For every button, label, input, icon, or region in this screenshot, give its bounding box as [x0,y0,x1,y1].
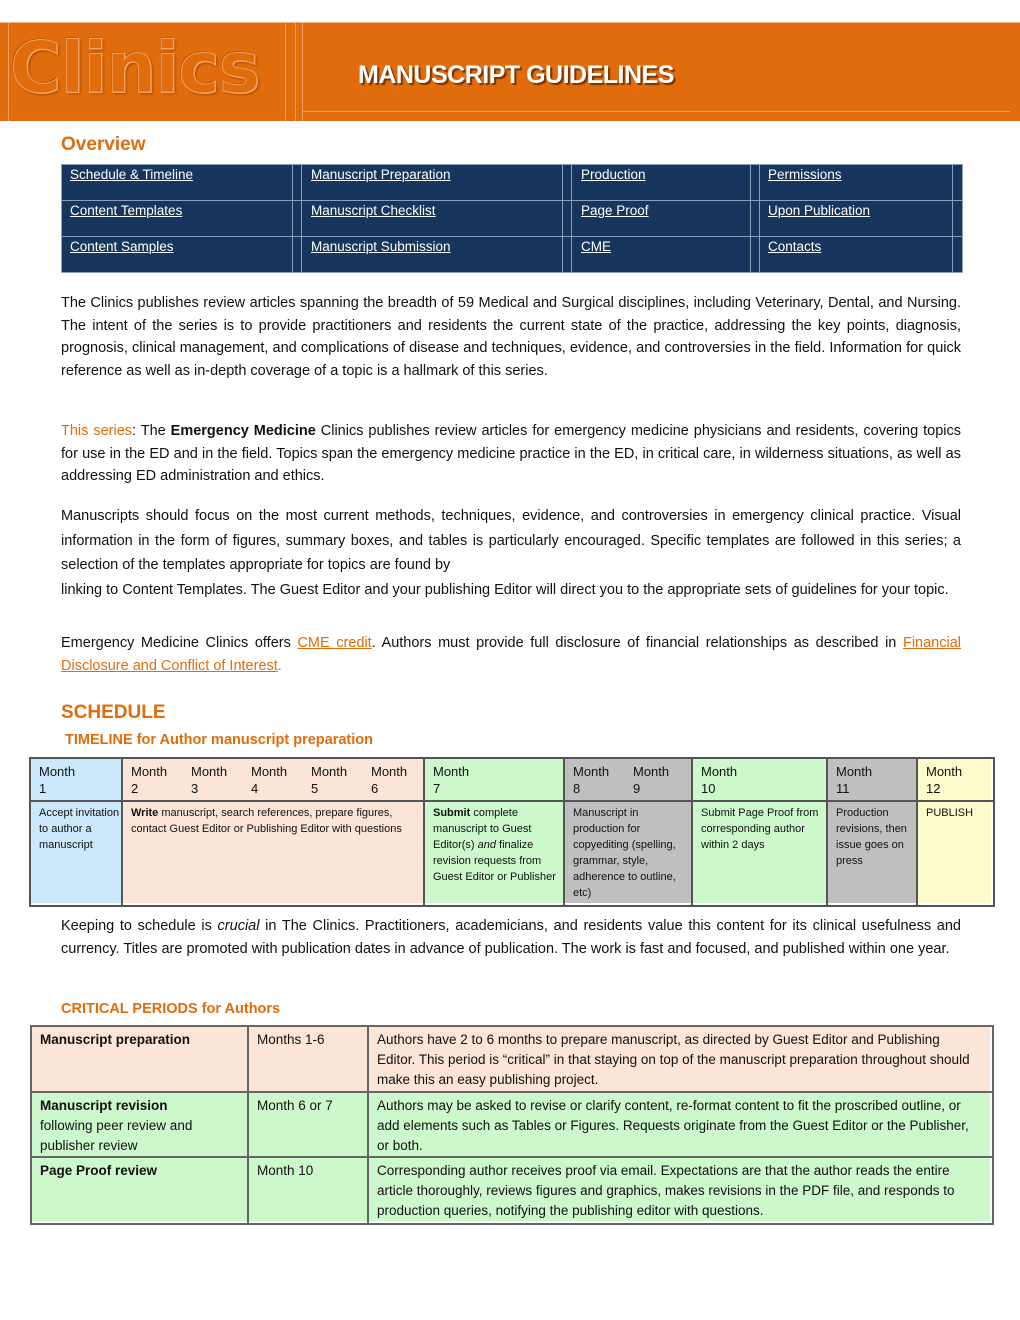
focus-paragraph-cont: linking to Content Templates. The Guest Editor and your publishing Editor will direct you to the appropriate sets of guidelines for your topic. [61,582,949,598]
cme-text: . Authors must provide full disclosure of financial relationships as described in [371,635,903,651]
header-divider [295,23,296,121]
intro-paragraph: The Clinics publishes review articles spanning the breadth of 59 Medical and Surgical disciplines, including Veterinary, Dental, and Nursing. The intent of the series is to provide practitioners and residents the current state of the practice, addressing the key points, diagnosis, prognosis, clinical management, and complications of disease and techniques, evidence, and controversies in the field. Information for quick reference as well as in-depth coverage of a topic is a hallmark of this series. [61,295,961,379]
header-divider [303,111,1010,112]
timeline-month-12: Month 12 [918,759,991,800]
timeline-month-5: Month 5 [303,759,363,800]
nav-link-manuscript-preparation[interactable]: Manuscript Preparation [311,167,451,182]
series-name: Emergency Medicine [170,423,316,439]
header-divider [8,23,9,121]
table-border [31,800,993,802]
timeline-task-page-proof: Submit Page Proof from corresponding author within 2 days [693,802,826,903]
nav-link-schedule-timeline[interactable]: Schedule & Timeline [70,167,194,182]
nav-link-contacts[interactable]: Contacts [768,239,822,254]
nav-link-cme[interactable]: CME [581,239,611,254]
critical-row-description: Corresponding author receives proof via email. Expectations are that the author reads the entire article thoroughly, reviews figures and graphics, makes revisions in the PDF file, and responds to production queries, notifying the publishing editor with questions. [369,1158,990,1221]
critical-row-period: Months 1-6 [249,1027,367,1091]
table-border [247,1027,249,1223]
series-label: This series [61,423,133,439]
timeline-month-8: Month 8 [565,759,625,800]
timeline-month-7: Month 7 [425,759,563,800]
critical-row-description: Authors have 2 to 6 months to prepare manuscript, as directed by Guest Editor and Publishing Editor. This period is “critical” in that staying on top of the manuscript preparation throughout should make this an easy publishing project. [369,1027,990,1091]
cme-text: Emergency Medicine Clinics offers [61,635,298,651]
critical-row-period: Month 10 [249,1158,367,1221]
table-border [563,759,565,905]
table-border [916,759,918,905]
timeline-month-9: Month 9 [625,759,691,800]
timeline-heading: TIMELINE for Author manuscript preparation [65,732,374,748]
critical-row-title: Manuscript preparation [32,1027,247,1091]
timeline-month-1: Month 1 [31,759,121,800]
nav-link-page-proof[interactable]: Page Proof [581,203,649,218]
timeline-month-2: Month 2 [123,759,183,800]
critical-periods-table [30,1025,994,1225]
schedule-heading: SCHEDULE [61,702,166,723]
timeline-task-accept: Accept invitation to author a manuscript [31,802,121,903]
cme-text: . [277,657,282,674]
timeline-task-production: Manuscript in production for copyediting (spelling, grammar, style, adherence to outline, etc) [565,802,691,903]
nav-link-manuscript-submission[interactable]: Manuscript Submission [311,239,451,254]
focus-text: Manuscripts should focus on the most current methods, techniques, evidence, and controversies in emergency clinical practice. Visual information in the form of figures, summary boxes, and tables is particularly encouraged. Specific templates are followed in this series; a selection of the templates appropriate for topics are found by [61,508,961,573]
critical-row-title: Manuscript revision following peer review and publisher review [32,1093,247,1156]
timeline-month-4: Month 4 [243,759,303,800]
timeline-month-3: Month 3 [183,759,243,800]
critical-row-title: Page Proof review [32,1158,247,1221]
timeline-month-6: Month 6 [363,759,423,800]
schedule-paragraph: Keeping to schedule is crucial in The Clinics. Practitioners, academicians, and residents value this content for its clinical usefulness and currency. Titles are promoted with publication dates in advance of publication. The work is fast and focused, and published within one year. [61,918,961,957]
nav-link-upon-publication[interactable]: Upon Publication [768,203,871,218]
financial-disclosure-link[interactable]: Financial Disclosure and Conflict of Interest [61,635,961,674]
header-divider [302,23,303,121]
focus-paragraph [61,504,961,578]
timeline-task-write: Write manuscript, search references, prepare figures, contact Guest Editor or Publishing Editor with questions [123,802,423,903]
timeline-month-10: Month 10 [693,759,826,800]
nav-link-production[interactable]: Production [581,167,646,182]
timeline-task-revisions: Production revisions, then issue goes on press [828,802,916,903]
critical-row-period: Month 6 or 7 [249,1093,367,1156]
critical-row-description: Authors may be asked to revise or clarify content, re-format content to fit the proscribed outline, or add elements such as Tables or Figures. Requests originate from the Guest Editor or the Publisher, or both. [369,1093,990,1156]
page-title: MANUSCRIPT GUIDELINES [358,61,674,89]
series-text: : The [132,423,171,439]
timeline-table [29,757,995,907]
cme-paragraph [61,632,961,677]
table-border [32,1156,992,1158]
page-header [0,22,1020,121]
timeline-task-submit: Submit complete manuscript to Guest Editor(s) and finalize revision requests from Guest Editor or Publisher [425,802,563,903]
clinics-logo: Clinics [10,27,260,109]
critical-periods-heading: CRITICAL PERIODS for Authors [61,1001,281,1017]
nav-link-manuscript-checklist[interactable]: Manuscript Checklist [311,203,436,218]
series-text: Clinics publishes review articles for emergency medicine physicians and residents, covering topics for use in the ED and in the field. Topics span the emergency medicine practice in the ED, in critical care, in wilderness situations, as well as addressing ED administration and ethics. [61,423,962,484]
overview-nav [61,164,963,273]
nav-link-permissions[interactable]: Permissions [768,167,842,182]
table-border [423,759,425,905]
table-border [32,1091,992,1093]
series-paragraph [61,420,961,488]
overview-heading: Overview [61,134,146,155]
timeline-task-publish: PUBLISH [918,802,991,903]
table-border [367,1027,369,1223]
header-divider [285,23,286,121]
nav-link-content-samples[interactable]: Content Samples [70,239,174,254]
table-border [121,759,123,905]
timeline-month-11: Month 11 [828,759,916,800]
nav-link-content-templates[interactable]: Content Templates [70,203,183,218]
table-border [691,759,693,905]
cme-credit-link[interactable]: CME credit [297,635,372,651]
table-border [826,759,828,905]
